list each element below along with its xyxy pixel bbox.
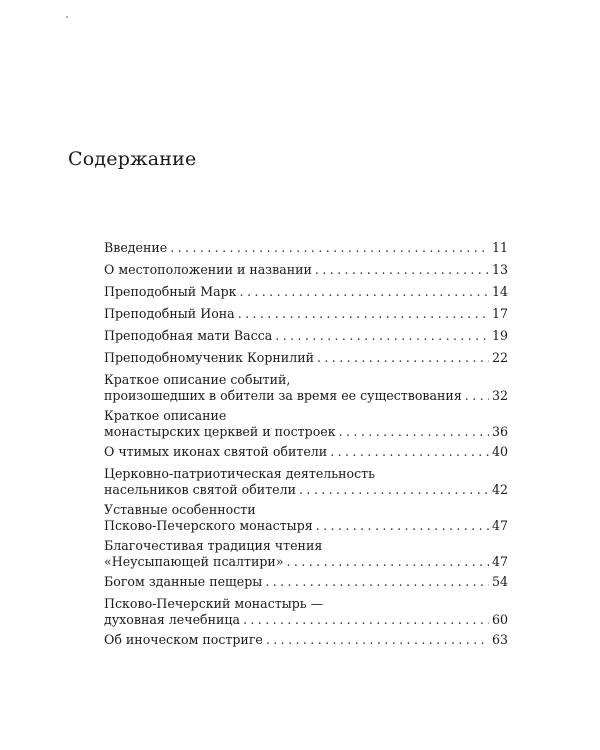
toc-page-number: 40 <box>491 444 508 459</box>
dot-leader <box>243 612 489 628</box>
toc-entry-11[interactable] <box>104 502 508 534</box>
toc-entry-6[interactable] <box>104 350 508 366</box>
table-of-contents <box>104 240 508 654</box>
toc-page-number: 54 <box>491 574 508 589</box>
toc-page-number: 22 <box>491 350 508 365</box>
toc-entry-7[interactable] <box>104 372 508 404</box>
toc-entry-12[interactable] <box>104 538 508 570</box>
dot-leader <box>339 424 489 440</box>
dot-leader <box>238 306 489 322</box>
toc-page-number: 32 <box>491 388 508 403</box>
dot-leader <box>465 388 489 404</box>
toc-entry-9[interactable] <box>104 444 508 460</box>
toc-entry-title-line1: Церковно-патриотическая деятельность <box>104 466 375 481</box>
dot-leader <box>299 482 489 498</box>
toc-page-number: 11 <box>491 240 508 255</box>
toc-page-number: 36 <box>491 424 508 439</box>
toc-entry-title-line1: Уставные особенности <box>104 502 256 517</box>
toc-entry-2[interactable] <box>104 262 508 278</box>
toc-entry-title: Преподобномученик Корнилий <box>104 350 314 365</box>
toc-page-number: 60 <box>491 612 508 627</box>
dot-leader <box>275 328 489 344</box>
toc-entry-title-line2: произошедших в обители за время ее существования <box>104 388 462 403</box>
toc-entry-title-line2: «Неусыпающей псалтири» <box>104 554 284 569</box>
toc-entry-title: О местоположении и названии <box>104 262 312 277</box>
page-title: Содержание <box>68 148 197 170</box>
toc-entry-1[interactable] <box>104 240 508 256</box>
toc-entry-title-line2: насельников святой обители <box>104 482 297 497</box>
toc-page-number: 19 <box>491 328 508 343</box>
toc-entry-title: Введение <box>104 240 168 255</box>
dot-leader <box>317 350 489 366</box>
dot-leader <box>266 632 489 648</box>
toc-entry-title-line2: духовная лечебница <box>104 612 240 627</box>
toc-entry-title: Преподобная мати Васса <box>104 328 273 343</box>
dot-leader <box>287 554 489 570</box>
dot-leader <box>315 262 489 278</box>
toc-page-number: 14 <box>491 284 508 299</box>
dot-leader <box>240 284 489 300</box>
toc-page-number: 13 <box>491 262 508 277</box>
toc-entry-4[interactable] <box>104 306 508 322</box>
toc-page-number: 42 <box>491 482 508 497</box>
toc-entry-13[interactable] <box>104 574 508 590</box>
print-speck <box>66 16 68 18</box>
toc-entry-title-line2: монастырских церквей и построек <box>104 424 336 439</box>
toc-entry-15[interactable] <box>104 632 508 648</box>
toc-entry-title: Об иноческом постриге <box>104 632 263 647</box>
toc-entry-title-line1: Краткое описание событий, <box>104 372 291 387</box>
toc-page-number: 63 <box>491 632 508 647</box>
toc-entry-title-line2: Псково-Печерского монастыря <box>104 518 313 533</box>
toc-entry-5[interactable] <box>104 328 508 344</box>
toc-page-number: 17 <box>491 306 508 321</box>
toc-entry-title: О чтимых иконах святой обители <box>104 444 328 459</box>
toc-entry-8[interactable] <box>104 408 508 440</box>
toc-entry-title: Богом зданные пещеры <box>104 574 263 589</box>
toc-entry-title: Преподобный Марк <box>104 284 237 299</box>
dot-leader <box>330 444 489 460</box>
dot-leader <box>316 518 489 534</box>
toc-entry-title: Преподобный Иона <box>104 306 235 321</box>
toc-entry-title-line1: Краткое описание <box>104 408 227 423</box>
toc-page-number: 47 <box>491 554 508 569</box>
toc-entry-title-line1: Псково-Печерский монастырь — <box>104 596 324 611</box>
toc-entry-10[interactable] <box>104 466 508 498</box>
dot-leader <box>170 240 489 256</box>
toc-entry-14[interactable] <box>104 596 508 628</box>
toc-page-number: 47 <box>491 518 508 533</box>
toc-entry-3[interactable] <box>104 284 508 300</box>
dot-leader <box>265 574 489 590</box>
toc-entry-title-line1: Благочестивая традиция чтения <box>104 538 323 553</box>
